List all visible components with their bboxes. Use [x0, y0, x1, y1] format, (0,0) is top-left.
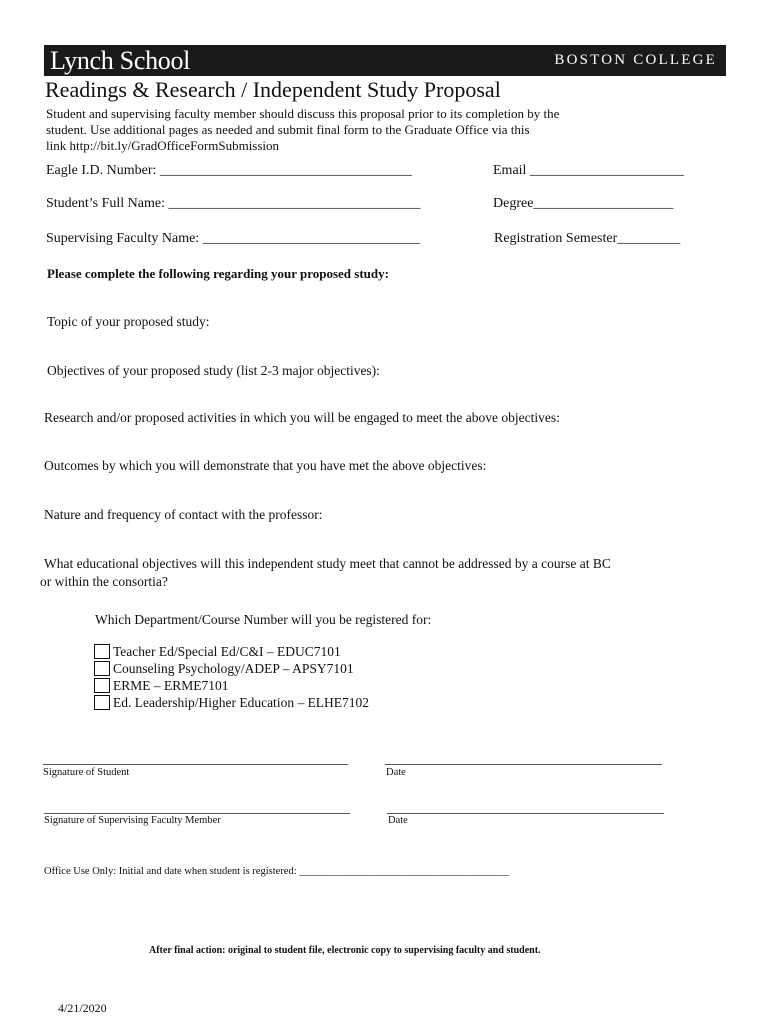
intro-line-1: Student and supervising faculty member should discuss this proposal prior to its completion by the	[46, 106, 560, 121]
school-name: Lynch School	[50, 46, 191, 75]
checkbox[interactable]	[94, 644, 110, 659]
question-topic: Topic of your proposed study:	[47, 314, 210, 329]
question-educational-line-2: or within the consortia?	[40, 574, 168, 589]
final-action-note: After final action: original to student file, electronic copy to supervising faculty and student.	[149, 945, 541, 956]
student-date-line[interactable]	[385, 764, 662, 765]
page-title: Readings & Research / Independent Study Proposal	[45, 77, 501, 102]
full-name-field[interactable]: Student’s Full Name: ____________________________________	[46, 196, 421, 211]
faculty-date-label: Date	[388, 815, 408, 826]
checkbox[interactable]	[94, 695, 110, 710]
faculty-date-line[interactable]	[387, 813, 664, 814]
course-option-label: Teacher Ed/Special Ed/C&I – EDUC7101	[113, 643, 341, 659]
course-option-elhe[interactable]	[94, 694, 369, 711]
course-option-erme[interactable]	[94, 677, 369, 694]
semester-field[interactable]: Registration Semester_________	[494, 231, 681, 246]
course-options	[94, 643, 369, 711]
question-research: Research and/or proposed activities in which you will be engaged to meet the above objectives:	[44, 410, 560, 425]
question-objectives: Objectives of your proposed study (list 2-3 major objectives):	[47, 363, 380, 378]
course-option-educ[interactable]	[94, 643, 369, 660]
student-signature-line[interactable]	[43, 764, 348, 765]
checkbox[interactable]	[94, 661, 110, 676]
intro-line-3: link http://bit.ly/GradOfficeFormSubmission	[46, 138, 280, 153]
date-stamp: 4/21/2020	[58, 1001, 107, 1015]
faculty-name-field[interactable]: Supervising Faculty Name: _______________________________	[46, 231, 420, 246]
question-contact: Nature and frequency of contact with the professor:	[44, 507, 323, 522]
course-option-label: ERME – ERME7101	[113, 677, 229, 693]
checkbox[interactable]	[94, 678, 110, 693]
degree-field[interactable]: Degree____________________	[493, 196, 674, 211]
instruction-heading: Please complete the following regarding your proposed study:	[47, 266, 389, 281]
office-use-field: Office Use Only: Initial and date when student is registered: ________________________________________	[44, 866, 510, 877]
question-outcomes: Outcomes by which you will demonstrate that you have met the above objectives:	[44, 458, 487, 473]
course-option-apsy[interactable]	[94, 660, 369, 677]
course-option-label: Ed. Leadership/Higher Education – ELHE7102	[113, 694, 370, 710]
college-name: BOSTON COLLEGE	[554, 52, 717, 68]
intro-line-2: student. Use additional pages as needed and submit final form to the Graduate Office via this	[46, 122, 530, 137]
email-field[interactable]: Email ______________________	[493, 163, 684, 178]
faculty-signature-line[interactable]	[44, 813, 350, 814]
header-banner	[44, 45, 726, 76]
course-option-label: Counseling Psychology/ADEP – APSY7101	[113, 660, 354, 676]
eagle-id-field[interactable]: Eagle I.D. Number: ____________________________________	[46, 163, 412, 178]
student-signature-label: Signature of Student	[43, 767, 130, 778]
question-educational-line-1: What educational objectives will this independent study meet that cannot be addressed by a course at BC	[44, 556, 611, 571]
student-date-label: Date	[386, 767, 406, 778]
registration-prompt: Which Department/Course Number will you be registered for:	[95, 612, 432, 627]
faculty-signature-label: Signature of Supervising Faculty Member	[44, 815, 221, 826]
